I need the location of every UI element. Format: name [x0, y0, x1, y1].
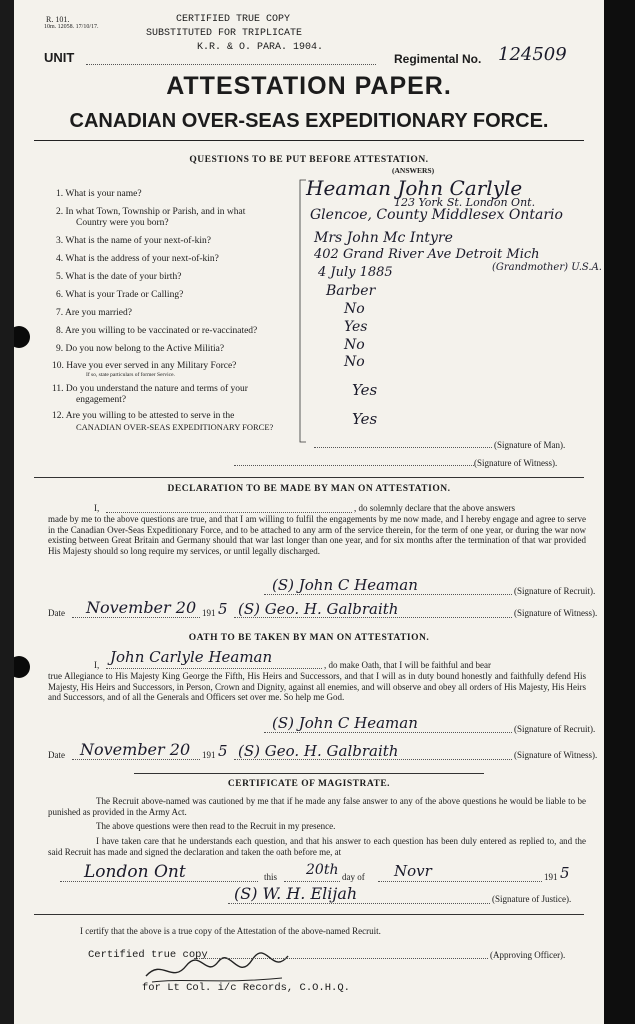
magistrate-heading: CERTIFICATE OF MAGISTRATE. — [227, 779, 391, 789]
question-12-cont: CANADIAN OVER-SEAS EXPEDITIONARY FORCE? — [76, 422, 274, 432]
kro-stamp: K.R. & O. PARA. 1904. — [197, 42, 324, 53]
declaration-date-label: Date — [48, 608, 65, 618]
oath-heading: OATH TO BE TAKEN BY MAN ON ATTESTATION. — [188, 633, 430, 643]
answer-1: Heaman John Carlyle — [306, 176, 523, 200]
declaration-body: made by me to the above questions are true, and that I am willing to fulfil the engagements by me now made, and I hereby engage and agree to serve in the Canadian Over-Seas Expeditionary Force, and to be attached to any arm of the service therein, for the term of one year, or during the war now existing between Great Britain and Germany should that war last longer than one year, and for six months after the termination of that war provided His Majesty should so long require my services, or until legally discharged. — [48, 514, 586, 556]
answer-9: No — [344, 337, 365, 353]
declaration-i: I, — [94, 503, 100, 513]
declaration-date-value: November 20 — [86, 598, 197, 617]
answers-bracket — [296, 178, 310, 444]
question-4: 4. What is the address of your next-of-kin? — [56, 254, 219, 264]
oath-recruit-label: (Signature of Recruit). — [514, 724, 596, 734]
answer-4: 402 Grand River Ave Detroit Mich — [314, 247, 540, 262]
answer-7: No — [344, 301, 365, 317]
form-sub-number: 10m. 12058. 17/10/17. — [44, 24, 99, 30]
oath-year-suffix: 5 — [218, 742, 228, 760]
declaration-year-suffix: 5 — [218, 600, 228, 618]
question-9: 9. Do you now belong to the Active Militia? — [56, 344, 225, 354]
attestation-paper — [14, 0, 604, 1024]
oath-year-prefix: 191 — [202, 750, 216, 760]
answer-5: 4 July 1885 — [318, 265, 393, 280]
answer-12: Yes — [352, 410, 378, 428]
question-7: 7. Are you married? — [56, 308, 132, 318]
oath-witness-label: (Signature of Witness). — [514, 750, 598, 760]
page-title: ATTESTATION PAPER. — [166, 72, 452, 100]
answer-3: Mrs John Mc Intyre — [314, 230, 453, 246]
punch-hole-bottom — [14, 656, 30, 678]
question-5: 5. What is the date of your birth? — [56, 272, 182, 282]
question-10: 10. Have you ever served in any Military Force? — [52, 361, 237, 371]
declaration-year-prefix: 191 — [202, 608, 216, 618]
oath-witness-signature: (S) Geo. H. Galbraith — [238, 742, 399, 760]
certify-text: I certify that the above is a true copy of the Attestation of the above-named Recruit. — [80, 926, 381, 936]
answer-2: Glencoe, County Middlesex Ontario — [310, 207, 563, 223]
form-number: R. 101. — [46, 15, 70, 24]
question-2-cont: Country were you born? — [76, 218, 169, 228]
punch-hole-top — [14, 326, 30, 348]
declaration-witness-signature: (S) Geo. H. Galbraith — [238, 600, 399, 618]
questions-heading: QUESTIONS TO BE PUT BEFORE ATTESTATION. — [189, 155, 429, 165]
magistrate-p3: I have taken care that he understands each question, and that his answer to each question has been duly entered as replied to, and the said Recruit has made and signed the declaration and taken the oath before me, at — [48, 836, 586, 857]
declaration-heading: DECLARATION TO BE MADE BY MAN ON ATTESTATION. — [167, 484, 451, 494]
answer-11: Yes — [352, 381, 378, 399]
oath-name: John Carlyle Heaman — [110, 648, 273, 666]
question-11: 11. Do you understand the nature and terms of your — [52, 384, 248, 394]
declaration-line1: , do solemnly declare that the above answers — [354, 503, 515, 513]
answer-4-extra: (Grandmother) U.S.A. — [492, 262, 602, 273]
page-subtitle: CANADIAN OVER-SEAS EXPEDITIONARY FORCE. — [69, 110, 549, 132]
unit-label: UNIT — [44, 50, 75, 65]
question-6: 6. What is your Trade or Calling? — [56, 290, 184, 300]
question-2: 2. In what Town, Township or Parish, and in what — [56, 207, 246, 217]
regimental-no-label: Regimental No. — [394, 52, 482, 66]
records-line: for Lt Col. i/c Records, C.O.H.Q. — [142, 982, 350, 994]
answer-2-address: 123 York St. London Ont. — [394, 196, 536, 209]
substituted-stamp: SUBSTITUTED FOR TRIPLICATE — [146, 28, 303, 39]
magistrate-year-suffix: 5 — [560, 864, 570, 882]
question-1: 1. What is your name? — [56, 189, 142, 199]
justice-signature: (S) W. H. Elijah — [234, 884, 358, 903]
declaration-witness-label: (Signature of Witness). — [514, 608, 598, 618]
magistrate-day-of-label: day of — [342, 872, 365, 882]
certified-stamp: CERTIFIED TRUE COPY — [176, 14, 291, 25]
magistrate-place: London Ont — [84, 862, 186, 882]
answer-10: No — [344, 354, 365, 370]
oath-line1: , do make Oath, that I will be faithful and bear — [324, 660, 491, 670]
signature-of-witness-label: (Signature of Witness). — [474, 458, 558, 468]
certified-true-copy: Certified true copy — [88, 949, 208, 961]
scan-border — [604, 0, 635, 1024]
magistrate-p1: The Recruit above-named was cautioned by me that if he made any false answer to any of the above questions he would be liable to be punished as provided in the Army Act. — [48, 796, 586, 817]
officer-scrawl — [142, 938, 292, 988]
magistrate-this-label: this — [264, 872, 278, 882]
magistrate-year-prefix: 191 — [544, 872, 558, 882]
justice-label: (Signature of Justice). — [492, 894, 572, 904]
question-3: 3. What is the name of your next-of-kin? — [56, 236, 211, 246]
answers-label: (ANSWERS) — [392, 166, 435, 175]
question-11-cont: engagement? — [76, 395, 127, 405]
question-10-note: If so, state particulars of former Service. — [86, 372, 175, 378]
oath-body: true Allegiance to His Majesty King George the Fifth, His Heirs and Successors, and that I will as in duty bound honestly and faithfully defend His Majesty, His Heirs and Successors, in Person, Crown and Dignity, against all enemies, and will observe and obey all orders of His Majesty, His Heirs and Successors, and of all the Generals and Officers set over me. So help me God. — [48, 671, 586, 703]
approving-officer-label: (Approving Officer). — [490, 950, 566, 960]
magistrate-p2: The above questions were then read to the Recruit in my presence. — [96, 821, 336, 831]
magistrate-day: 20th — [306, 862, 339, 878]
question-12: 12. Are you willing to be attested to serve in the — [52, 411, 235, 421]
signature-of-man-label: (Signature of Man). — [494, 440, 566, 450]
oath-recruit-signature: (S) John C Heaman — [272, 714, 418, 732]
question-8: 8. Are you willing to be vaccinated or re-vaccinated? — [56, 326, 258, 336]
declaration-recruit-label: (Signature of Recruit). — [514, 586, 596, 596]
answer-8: Yes — [344, 319, 368, 335]
answer-6: Barber — [326, 283, 376, 299]
regimental-no-value: 124509 — [498, 44, 567, 65]
oath-date-value: November 20 — [80, 740, 191, 759]
magistrate-month: Novr — [394, 862, 432, 880]
oath-i: I, — [94, 660, 100, 670]
oath-date-label: Date — [48, 750, 65, 760]
declaration-recruit-signature: (S) John C Heaman — [272, 576, 418, 594]
